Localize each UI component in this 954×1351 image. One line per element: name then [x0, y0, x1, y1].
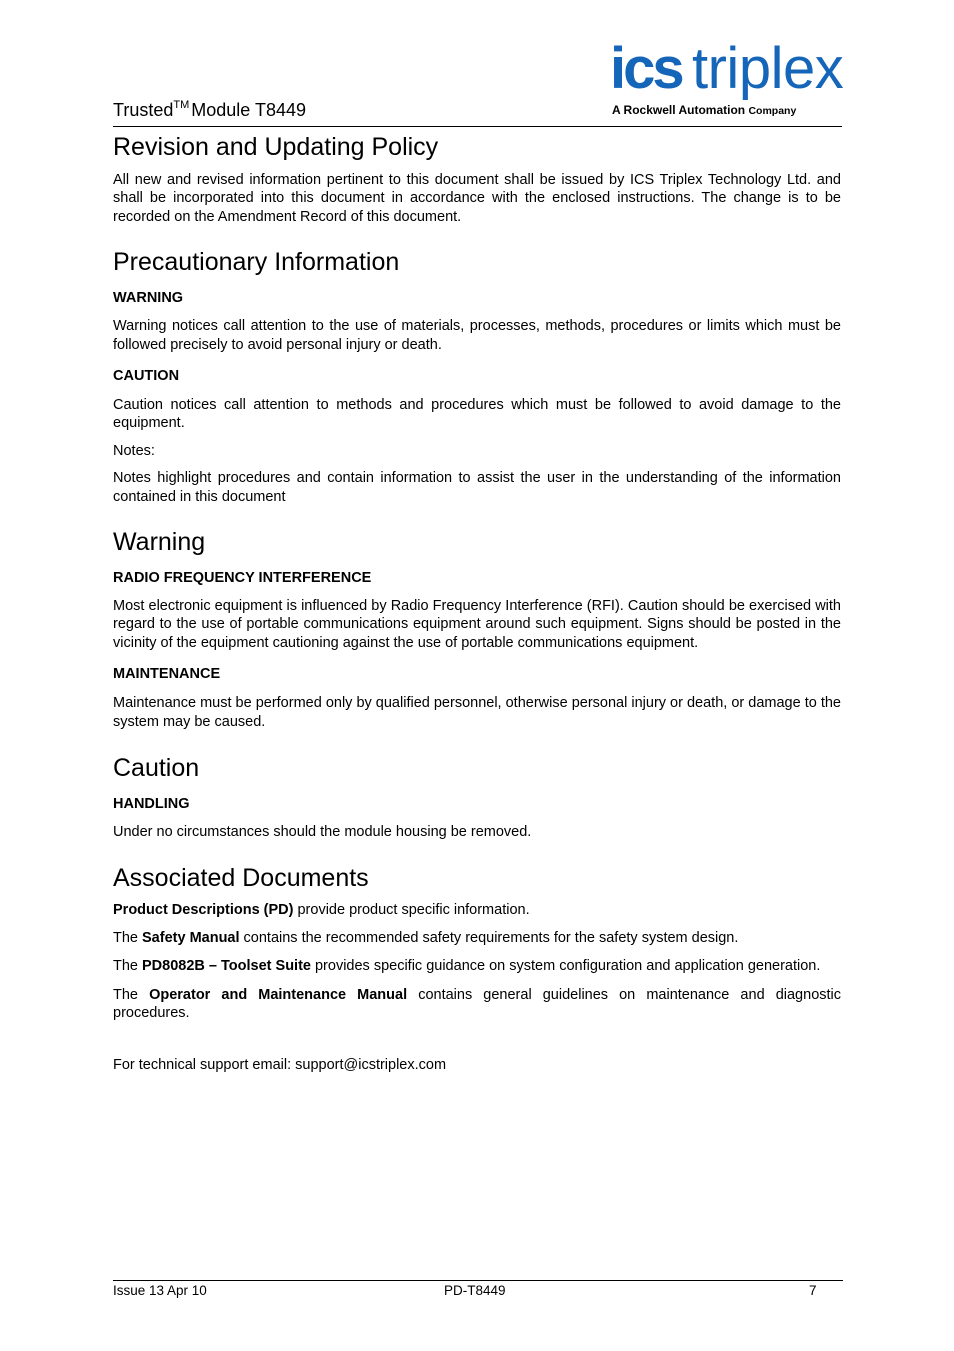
logo-triplex: triplex [692, 36, 844, 101]
toolset-pre: The [113, 958, 143, 975]
header-rule [113, 126, 842, 127]
operator-manual-pre: The [113, 986, 150, 1003]
footer-doc-id: PD-T8449 [444, 1283, 506, 1298]
header-title-prefix: Trusted [113, 100, 174, 120]
warning-label: WARNING [113, 290, 184, 307]
support-email-line: For technical support email: support@icstriplex.com [113, 1056, 447, 1073]
footer-issue: Issue 13 Apr 10 [113, 1283, 207, 1298]
product-descriptions-rest: provide product specific information. [293, 901, 530, 918]
caution-body: Caution notices call attention to methods and procedures which must be followed to avoid damage to the equipment. [113, 397, 841, 432]
rfi-body: Most electronic equipment is influenced by Radio Frequency Interference (RFI). Caution should be exercised with regard to the use of portable communications equipment around such equipment. Signs should be posted in the vicinity of the equipment cautioning against the use of portable communications equipment. [113, 598, 841, 651]
safety-manual-pre: The [113, 929, 143, 946]
safety-manual-bold: Safety Manual [142, 929, 240, 946]
product-descriptions-bold: Product Descriptions (PD) [113, 901, 294, 918]
operator-manual-para [113, 986, 841, 1023]
notes-body: Notes highlight procedures and contain information to assist the user in the understanding of the information contained in this document [113, 470, 841, 505]
revision-body: All new and revised information pertinent to this document shall be issued by ICS Triplex Technology Ltd. and shall be incorporated into this document in accordance with the enclosed instructions. The change is to be recorded on the Amendment Record of this document. [113, 172, 841, 225]
maintenance-body: Maintenance must be performed only by qualified personnel, otherwise personal injury or death, or damage to the system may be caused. [113, 695, 841, 730]
precautionary-heading: Precautionary Information [113, 248, 400, 277]
rfi-label: RADIO FREQUENCY INTERFERENCE [113, 570, 372, 587]
caution-heading: Caution [113, 754, 200, 783]
toolset-rest: provides specific guidance on system configuration and application generation. [310, 958, 821, 975]
logo-tagline-main: A Rockwell Automation [612, 103, 746, 117]
handling-body: Under no circumstances should the module housing be removed. [113, 824, 532, 841]
operator-manual-rest: contains general guidelines on maintenance and diagnostic procedures. [113, 986, 842, 1022]
header-title-suffix: Module T8449 [191, 100, 306, 120]
toolset-para [113, 957, 841, 975]
operator-manual-bold: Operator and Maintenance Manual [149, 986, 408, 1003]
maintenance-label: MAINTENANCE [113, 666, 221, 683]
revision-heading: Revision and Updating Policy [113, 133, 439, 161]
associated-heading: Associated Documents [113, 863, 369, 892]
trademark-mark: TM [173, 99, 190, 111]
caution-label: CAUTION [113, 368, 180, 385]
company-logo [610, 36, 844, 120]
warning-body: Warning notices call attention to the use of materials, processes, methods, procedures or limits which must be followed precisely to avoid personal injury or death. [113, 318, 841, 353]
logo-tagline [612, 103, 796, 117]
logo-ics: ics [610, 36, 682, 101]
toolset-bold: PD8082B – Toolset Suite [142, 958, 311, 975]
notes-label: Notes: [113, 442, 155, 459]
header-title [113, 99, 306, 121]
logo-tagline-company: Company [748, 105, 797, 117]
handling-label: HANDLING [113, 796, 190, 813]
safety-manual-rest: contains the recommended safety requirements for the safety system design. [239, 929, 739, 946]
footer-rule [113, 1280, 843, 1281]
product-descriptions-para [113, 901, 841, 919]
safety-manual-para [113, 929, 841, 947]
footer-page-number: 7 [809, 1283, 817, 1298]
document-body [113, 130, 841, 1074]
warning-heading: Warning [113, 528, 206, 557]
